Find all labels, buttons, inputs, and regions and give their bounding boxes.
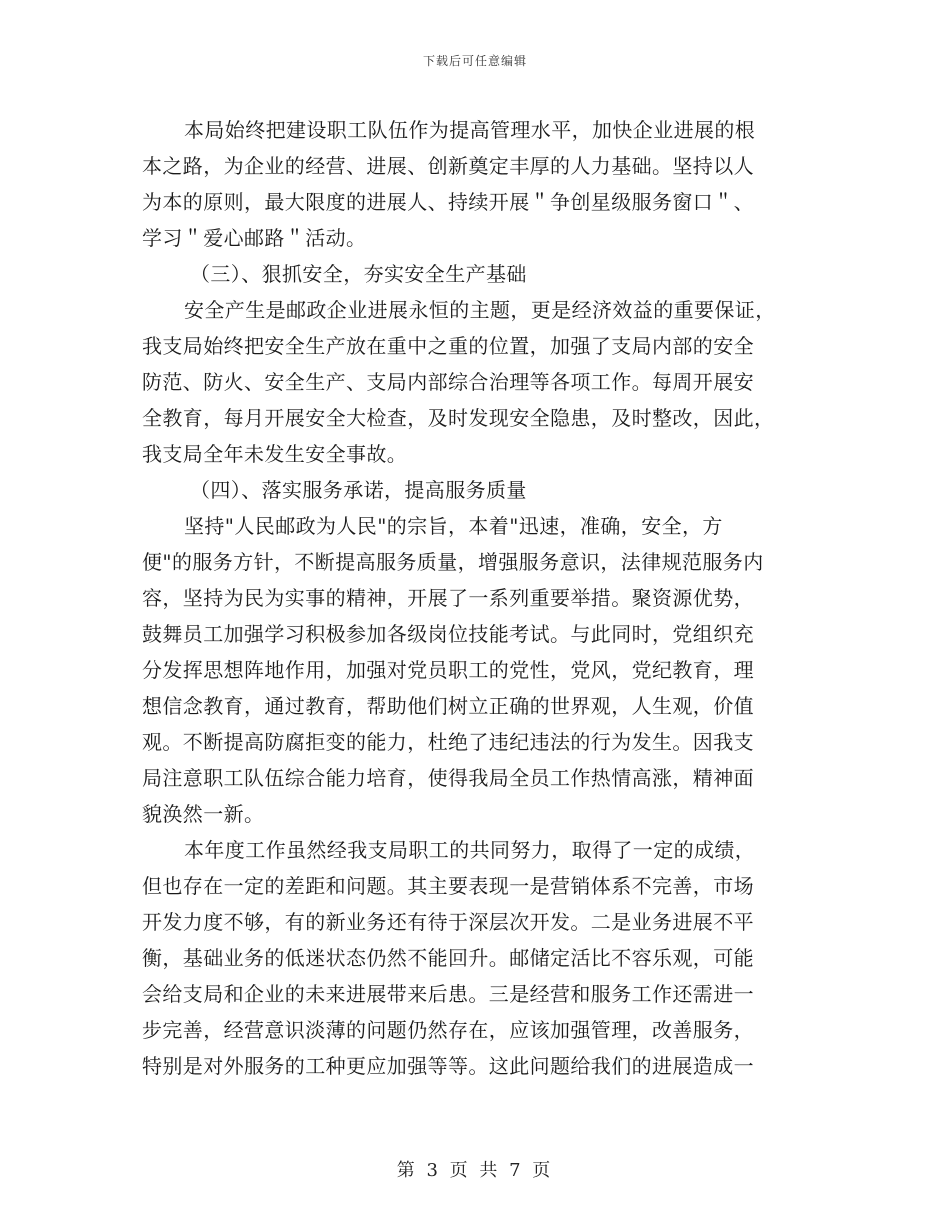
paragraph-line: 容，坚持为民为实事的精神，开展了一系列重要举措。聚资源优势， xyxy=(142,586,754,610)
paragraph-line: 局注意职工队伍综合能力培育，使得我局全员工作热情高涨，精神面 xyxy=(142,766,754,790)
paragraph-line: 学习＂爱心邮路＂活动。 xyxy=(142,226,367,250)
paragraph-line: 分发挥思想阵地作用，加强对党员职工的党性，党风，党纪教育，理 xyxy=(142,658,754,682)
paragraph-line: 便"的服务方针，不断提高服务质量，增强服务意识，法律规范服务内 xyxy=(142,550,764,574)
paragraph-line: 但也存在一定的差距和问题。其主要表现一是营销体系不完善，市场 xyxy=(142,874,754,898)
section-heading: （三）、狠抓安全，夯实安全生产基础 xyxy=(190,262,527,286)
paragraph-line: 特别是对外服务的工种更应加强等等。这此问题给我们的进展造成一 xyxy=(142,1054,754,1078)
paragraph-line: 为本的原则，最大限度的进展人、持续开展＂争创星级服务窗口＂、 xyxy=(142,190,754,214)
paragraph-line: 鼓舞员工加强学习积极参加各级岗位技能考试。与此同时，党组织充 xyxy=(142,622,754,646)
document-body xyxy=(142,112,812,1084)
paragraph-line: 步完善，经营意识淡薄的问题仍然存在，应该加强管理，改善服务， xyxy=(142,1018,754,1042)
paragraph-line: 防范、防火、安全生产、支局内部综合治理等各项工作。每周开展安 xyxy=(142,370,754,394)
section-heading: （四）、落实服务承诺，提高服务质量 xyxy=(190,478,527,502)
paragraph-line: 开发力度不够，有的新业务还有待于深层次开发。二是业务进展不平 xyxy=(142,910,754,934)
paragraph-line: 貌涣然一新。 xyxy=(142,802,265,826)
paragraph-line: 我支局始终把安全生产放在重中之重的位置，加强了支局内部的安全 xyxy=(142,334,754,358)
paragraph-line: 本之路，为企业的经营、进展、创新奠定丰厚的人力基础。坚持以人 xyxy=(142,154,754,178)
paragraph-line: 我支局全年未发生安全事故。 xyxy=(142,442,408,466)
paragraph-line: 会给支局和企业的未来进展带来后患。三是经营和服务工作还需进一 xyxy=(142,982,754,1006)
paragraph-line: 观。不断提高防腐拒变的能力，杜绝了违纪违法的行为发生。因我支 xyxy=(142,730,754,754)
paragraph-line: 本局始终把建设职工队伍作为提高管理水平，加快企业进展的根 xyxy=(184,118,756,142)
page-header-note: 下载后可任意编辑 xyxy=(422,54,527,68)
page-number-footer: 第 3 页 共 7 页 xyxy=(396,1160,554,1181)
paragraph-line: 衡，基础业务的低迷状态仍然不能回升。邮储定活比不容乐观，可能 xyxy=(142,946,754,970)
paragraph-line: 想信念教育，通过教育，帮助他们树立正确的世界观，人生观，价值 xyxy=(142,694,754,718)
paragraph-line: 安全产生是邮政企业进展永恒的主题，更是经济效益的重要保证， xyxy=(184,298,776,322)
paragraph-line: 坚持"人民邮政为人民"的宗旨，本着"迅速，准确，安全，方 xyxy=(184,514,723,538)
paragraph-line: 全教育，每月开展安全大检查，及时发现安全隐患，及时整改，因此， xyxy=(142,406,775,430)
paragraph-line: 本年度工作虽然经我支局职工的共同努力，取得了一定的成绩， xyxy=(184,838,756,862)
